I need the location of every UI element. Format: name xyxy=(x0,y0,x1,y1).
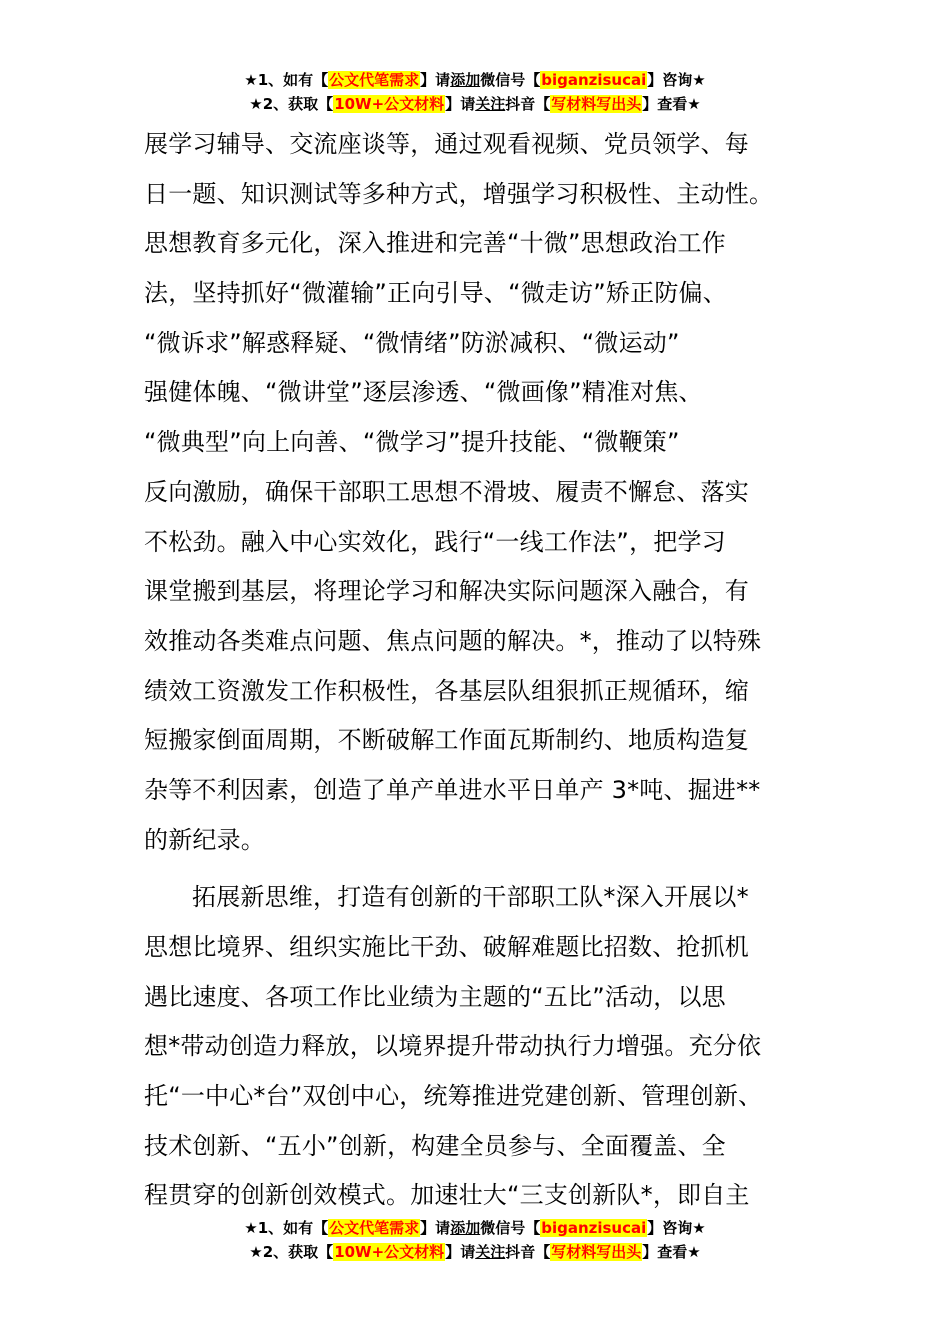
text-line: 展学习辅导、交流座谈等，通过观看视频、党员领学、每 xyxy=(144,130,749,158)
text-line: “微典型”向上向善、“微学习”提升技能、“微鞭策” xyxy=(144,428,680,457)
text-line: “微诉求”解惑释疑、“微情绪”防淤减积、“微运动” xyxy=(144,328,680,357)
text-line: 强健体魄、“微讲堂”逐层渗透、“微画像”精准对焦、 xyxy=(144,378,703,407)
text-line: 效推动各类难点问题、焦点问题的解决。*，推动了以特殊 xyxy=(144,626,762,655)
text-line: 程贯穿的创新创效模式。加速壮大“三支创新队*，即自主 xyxy=(144,1181,750,1210)
document-body xyxy=(144,120,824,1221)
paragraph-spacing xyxy=(144,865,824,873)
text-line: 的新纪录。 xyxy=(144,825,265,854)
text-line: 遇比速度、各项工作比业绩为主题的“五比”活动，以思 xyxy=(144,982,726,1011)
text-line: 托“一中心*台”双创中心，统筹推进党建创新、管理创新、 xyxy=(144,1082,763,1111)
footer-banner xyxy=(0,1216,950,1264)
text-line: 杂等不利因素，创造了单产单进水平日单产 3*吨、掘进** xyxy=(144,775,761,804)
banner-line-1: ★1、如有【公文代笔需求】请添加微信号【biganzisucai】咨询★ xyxy=(244,71,706,89)
text-line: 思想比境界、组织实施比干劲、破解难题比招数、抢抓机 xyxy=(144,933,749,961)
banner-line-2: ★2、获取【10W+公文材料】请关注抖音【写材料写出头】查看★ xyxy=(249,1243,701,1261)
banner-line-2: ★2、获取【10W+公文材料】请关注抖音【写材料写出头】查看★ xyxy=(249,95,701,113)
text-line: 不松劲。融入中心实效化，践行“一线工作法”，把学习 xyxy=(144,527,726,556)
text-line: 思想教育多元化，深入推进和完善“十微”思想政治工作 xyxy=(144,229,726,258)
paragraph-1 xyxy=(144,120,824,865)
text-line: 短搬家倒面周期，不断破解工作面瓦斯制约、地质构造复 xyxy=(144,726,749,755)
text-line: 法，坚持抓好“微灌输”正向引导、“微走访”矫正防偏、 xyxy=(144,279,727,308)
banner-line-1: ★1、如有【公文代笔需求】请添加微信号【biganzisucai】咨询★ xyxy=(244,1219,706,1237)
text-line: 日一题、知识测试等多种方式，增强学习积极性、主动性。 xyxy=(144,179,774,208)
text-line: 课堂搬到基层，将理论学习和解决实际问题深入融合，有 xyxy=(144,577,749,606)
text-line: 反向激励，确保干部职工思想不滑坡、履责不懈怠、落实 xyxy=(144,477,749,506)
text-line: 拓展新思维，打造有创新的干部职工队*深入开展以* xyxy=(192,883,749,912)
text-line: 技术创新、“五小”创新，构建全员参与、全面覆盖、全 xyxy=(144,1131,726,1160)
text-line: 绩效工资激发工作积极性，各基层队组狠抓正规循环，缩 xyxy=(144,676,749,705)
paragraph-2 xyxy=(144,873,824,1221)
header-banner xyxy=(0,68,950,116)
text-line: 想*带动创造力释放，以境界提升带动执行力增强。充分依 xyxy=(144,1032,762,1061)
